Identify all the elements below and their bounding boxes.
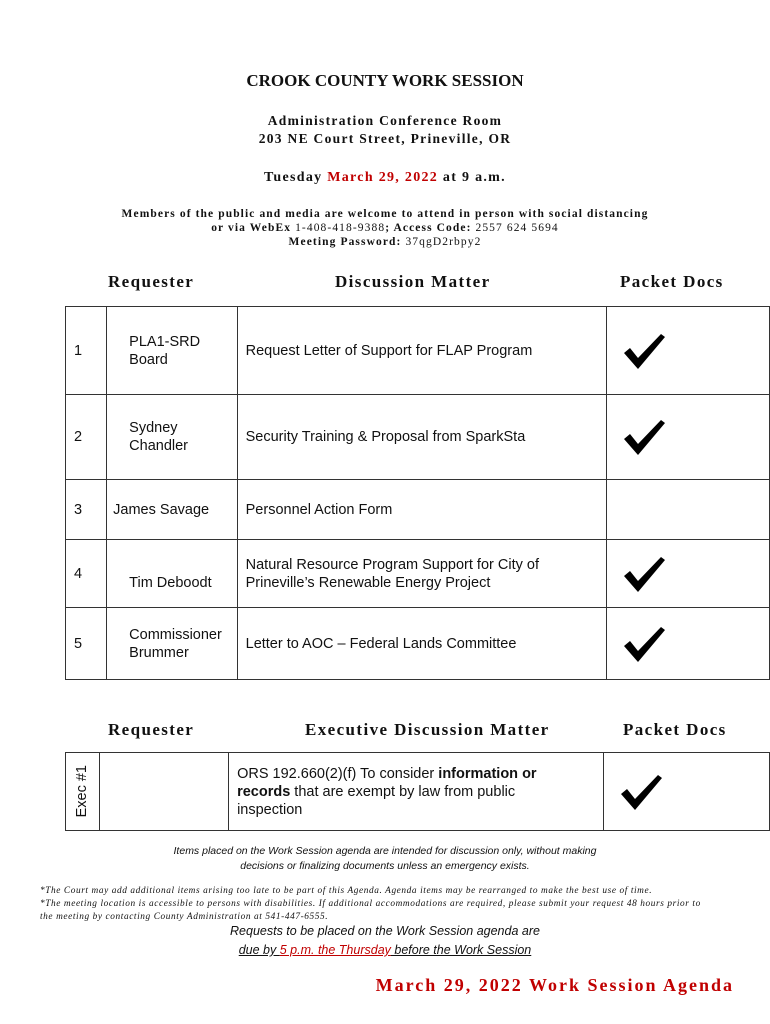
deadline-suffix: before the Work Session bbox=[390, 943, 532, 957]
date-highlight: March 29, 2022 bbox=[327, 170, 439, 185]
exec-matter-bold1: information or bbox=[438, 765, 537, 782]
col-header-packet-docs-exec: Packet Docs bbox=[623, 720, 727, 739]
requester-name-line2: Brummer bbox=[129, 644, 189, 661]
requester-name: PLA1-SRD bbox=[129, 333, 201, 350]
matter-text-line2: Prineville’s Renewable Energy Project bbox=[245, 574, 491, 591]
row-number: 1 bbox=[66, 307, 107, 395]
matter-text: Personnel Action Form bbox=[245, 501, 393, 518]
requester-cell bbox=[99, 753, 228, 831]
date-prefix: Tuesday bbox=[264, 170, 328, 185]
checkmark-icon bbox=[618, 772, 664, 812]
meeting-password: 37qgD2rbpy2 bbox=[405, 236, 482, 248]
page-title: CROOK COUNTY WORK SESSION bbox=[246, 71, 524, 90]
col-header-discussion-matter: Discussion Matter bbox=[335, 272, 491, 291]
packet-docs-cell bbox=[606, 395, 769, 480]
exec-matter-part3: inspection bbox=[237, 801, 303, 818]
matter-cell bbox=[237, 608, 606, 680]
packet-docs-cell bbox=[606, 540, 769, 608]
request-deadline-line2 bbox=[0, 943, 770, 957]
date-suffix: at 9 a.m. bbox=[438, 170, 506, 185]
matter-text: Natural Resource Program Support for City of bbox=[245, 556, 539, 573]
packet-docs-cell bbox=[606, 480, 769, 540]
deadline-time: 5 p.m. the Thursday bbox=[279, 943, 391, 957]
row-number: 2 bbox=[66, 395, 107, 480]
requester-cell bbox=[107, 608, 237, 680]
court-note-line3: the meeting by contacting County Administration at 541-447-6555. bbox=[40, 912, 329, 922]
meeting-room: Administration Conference Room bbox=[267, 113, 503, 128]
requester-cell bbox=[107, 307, 237, 395]
matter-cell bbox=[237, 540, 606, 608]
checkmark-icon bbox=[621, 624, 667, 664]
checkmark-icon bbox=[621, 417, 667, 457]
access-code: 2557 624 5694 bbox=[475, 222, 559, 234]
requester-name: James Savage bbox=[113, 501, 210, 518]
table-row bbox=[66, 540, 770, 608]
requester-name: Tim Deboodt bbox=[129, 574, 212, 591]
access-code-label: ; Access Code: bbox=[385, 222, 476, 234]
requester-cell bbox=[107, 480, 237, 540]
matter-text: Letter to AOC – Federal Lands Committee bbox=[245, 635, 517, 652]
exec-matter-bold2: records bbox=[237, 783, 291, 800]
checkmark-icon bbox=[621, 554, 667, 594]
matter-text: Security Training & Proposal from SparkSta bbox=[245, 429, 526, 445]
footer-title: March 29, 2022 Work Session Agenda bbox=[375, 975, 734, 995]
requester-name-line2: Chandler bbox=[129, 438, 188, 454]
col-header-packet-docs: Packet Docs bbox=[620, 272, 724, 291]
requester-name: Sydney bbox=[129, 420, 178, 436]
row-number: 3 bbox=[66, 480, 107, 540]
requester-cell bbox=[107, 395, 237, 480]
public-notice-line1: Members of the public and media are welcome to attend in person with social distancing bbox=[121, 208, 649, 220]
matter-cell bbox=[229, 753, 604, 831]
col-header-requester: Requester bbox=[108, 272, 195, 291]
table-row bbox=[66, 395, 770, 480]
table-row bbox=[66, 480, 770, 540]
row-number: 4 bbox=[66, 540, 107, 608]
exec-matter-text bbox=[237, 765, 603, 819]
exec-label-cell bbox=[66, 753, 100, 831]
public-notice-line2 bbox=[0, 222, 770, 234]
table-row bbox=[66, 307, 770, 395]
packet-docs-cell bbox=[604, 753, 770, 831]
col-header-executive-matter: Executive Discussion Matter bbox=[305, 720, 550, 739]
request-deadline-line1: Requests to be placed on the Work Session agenda are bbox=[230, 924, 540, 938]
table-row bbox=[66, 608, 770, 680]
webex-label: or via WebEx bbox=[211, 222, 296, 234]
col-header-requester-exec: Requester bbox=[108, 720, 195, 739]
executive-table bbox=[65, 752, 770, 831]
discussion-table bbox=[65, 306, 770, 680]
deadline-prefix: due by bbox=[238, 943, 280, 957]
meeting-date bbox=[0, 170, 770, 186]
matter-cell bbox=[237, 480, 606, 540]
checkmark-icon bbox=[621, 331, 667, 371]
matter-cell bbox=[237, 307, 606, 395]
requester-name-line2: Board bbox=[129, 351, 168, 368]
exec-matter-part1: ORS 192.660(2)(f) To consider bbox=[237, 765, 439, 782]
public-notice-line3 bbox=[0, 236, 770, 248]
requester-cell bbox=[107, 540, 237, 608]
exec-matter-part2: that are exempt by law from public bbox=[290, 783, 516, 800]
matter-cell bbox=[237, 395, 606, 480]
table-row bbox=[66, 753, 770, 831]
exec-label: Exec #1 bbox=[74, 765, 91, 818]
matter-text: Request Letter of Support for FLAP Program bbox=[245, 342, 533, 359]
packet-docs-cell bbox=[606, 608, 769, 680]
agenda-note-line2: decisions or finalizing documents unless an emergency exists. bbox=[240, 860, 530, 872]
court-note-line2: *The meeting location is accessible to persons with disabilities. If additional accommodations are required, please submit your request 48 hours prior to bbox=[40, 899, 701, 909]
webex-phone: 1-408-418-9388 bbox=[295, 222, 386, 234]
packet-docs-cell bbox=[606, 307, 769, 395]
court-note-line1: *The Court may add additional items arising too late to be part of this Agenda. Agenda items may be rearranged to make the best use of time. bbox=[40, 886, 653, 896]
password-label: Meeting Password: bbox=[288, 236, 406, 248]
meeting-address: 203 NE Court Street, Prineville, OR bbox=[258, 131, 512, 146]
row-number: 5 bbox=[66, 608, 107, 680]
agenda-note-line1: Items placed on the Work Session agenda are intended for discussion only, without making bbox=[173, 845, 597, 857]
requester-name: Commissioner bbox=[129, 626, 222, 643]
